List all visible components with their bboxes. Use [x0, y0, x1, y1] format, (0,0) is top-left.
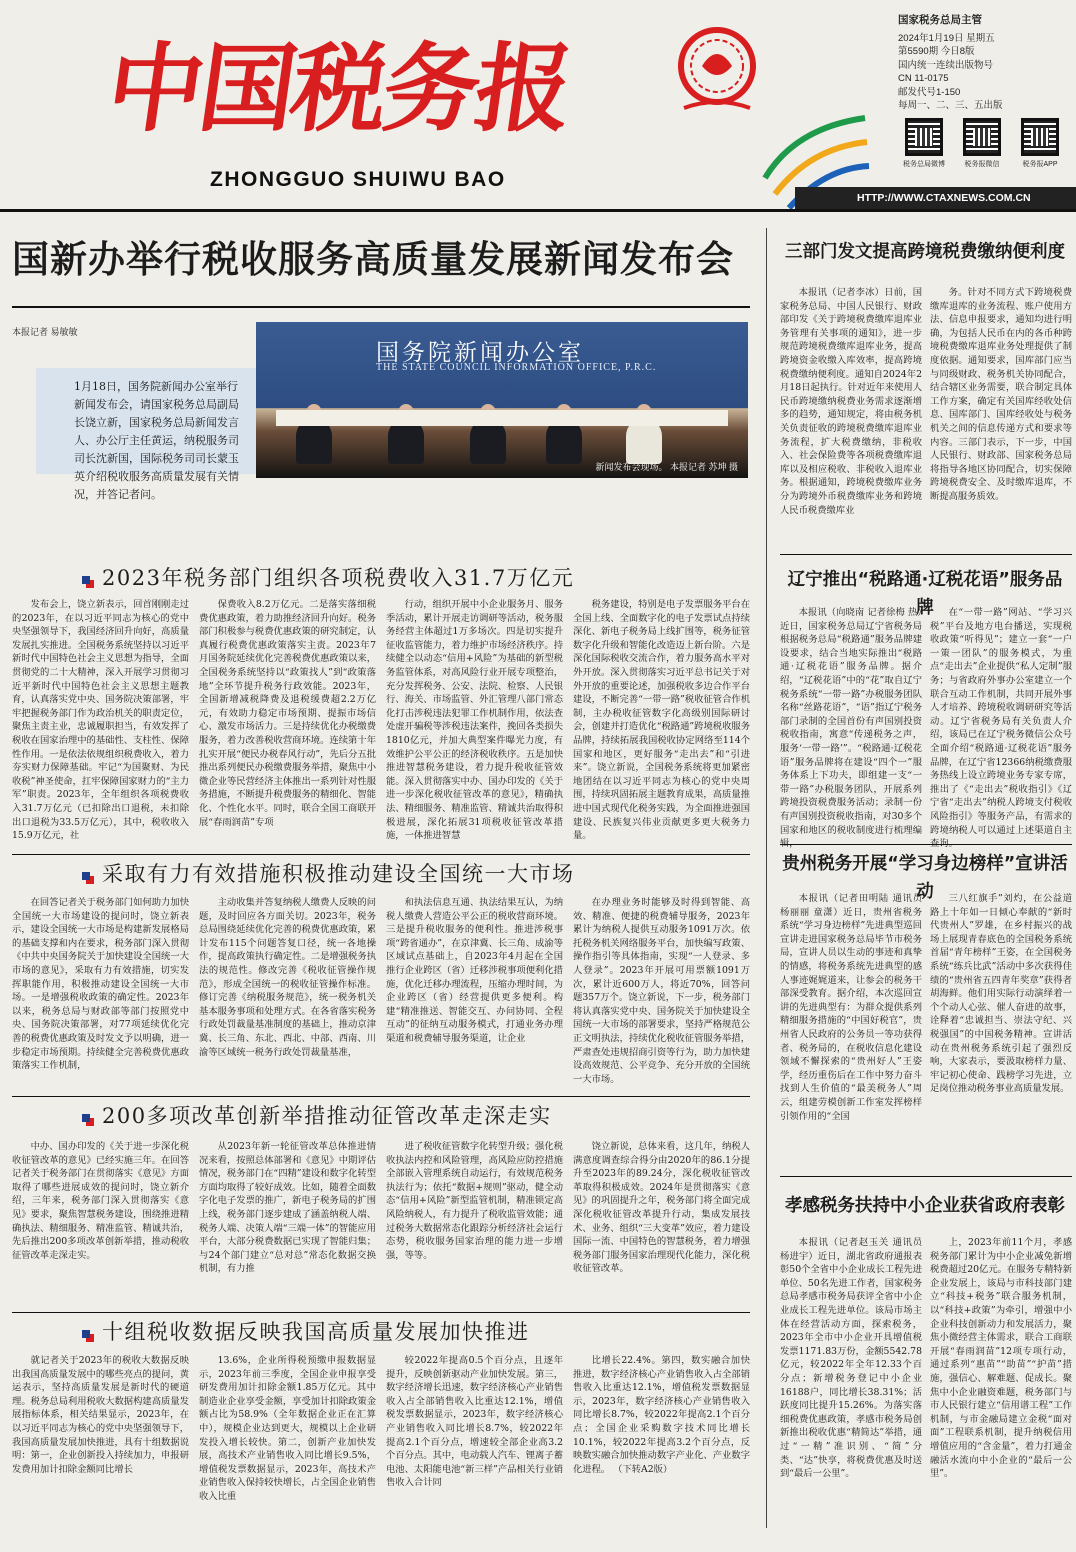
info-line: CN 11-0175 — [898, 73, 949, 84]
section-divider — [12, 1096, 750, 1097]
article-column: 就记者关于2023年的税收大数据反映出我国高质量发展中的哪些亮点的提问，黄运表示，坚持高质量发展是新时代的硬道理。税务总局利用税收大数据构建高质量发展指标体系，相关结果显示，2023年，在以习近平同志为核心的党中央坚强领导下，我国高质量发展加快推进，具有十组数据说明：第一，企业创新投入持续加力，申报研发费用加计扣除金额同比增长 — [12, 1355, 189, 1475]
section-title: 2023年税务部门组织各项税费收入31.7万亿元 — [12, 562, 750, 594]
brief-title: 贵州税务开展“学习身边榜样”宣讲活动 — [782, 854, 1068, 902]
brief-guizhou — [780, 850, 1072, 1170]
brief-cross-border — [780, 238, 1072, 548]
column-divider — [766, 228, 767, 1528]
brief-column: 上，2023年前11个月，孝感税务部门累计为中小企业减免新增税费超过20亿元。在服务专精特新企业发展上，该局与市科技部门建立“科技+税务”联合服务机制，以“科技+政策”为牵引，增强中小企业科技创新动力和发展活力，聚焦小微经营主体需求，联合工商联开展“春雨润苗”12项专项行动，通过系列“惠苗”“助苗”“护苗”措施，强信心、解难题、促成长。聚焦中小企业融资难题，税务部门与市人民银行建立“信用谱工程”工作机制，与市金融局建立金税“面对面”工程联系机制，提升纳税信用增值应用的“含金量”，着力打通金融活水流向中小企业的“最后一公里”。 — [930, 1237, 1072, 1480]
article-column: 13.6%，企业所得税预缴申报数据显示，2023年前三季度，全国企业申报享受研发费用加计扣除金额1.85万亿元。其中制造业企业享受金额，享受加计扣除政策金额占比为58.9%（全年数据企业正在汇算中），规模企业达到更大，规模以上企业研发投入增长较快。第二，创新产业加快发展，高技术产业销售收入同比增长9.5%，增值税发票数据显示，2023年，高技术产业销售收入保持较快增长，占全国企业销售收入比重 — [199, 1355, 376, 1502]
lead-summary: 1月18日，国务院新闻办公室举行新闻发布会，请国家税务总局副局长饶立新，国家税务总局新闻发言人、办公厅主任黄运，纳税服务司司长沈新国，国际税务司司长蒙玉英介绍税收服务高质量发展有关情况，并答记者问。 — [36, 368, 258, 474]
article-column: 饶立新说，总体来看，这几年，纳税人满意度调查综合得分由2020年的86.1分提升至2023年的89.24分，深化税收征管改革取得积极成效。2024年是贯彻落实《意见》的巩固提升之年，税务部门将全面完成深化税收征管改革提升行动，集成发展技术、业务、组织“三大变革”效应，着力建设国际一流、中国特色的智慧税务，着力增强税务部门服务国家治理现代化能力，深化税收征管改革。 — [573, 1141, 750, 1275]
qr-label: 税务报微信 — [964, 161, 1000, 168]
masthead-divider — [0, 209, 1076, 212]
brief-column: 本报讯（记者赵玉关 通讯员杨进宇）近日，湖北省政府通报表彰50个全省中小企业成长工程先进单位、50名先进工作者，国家税务总局孝感市税务局获评全省中小企业成长工程先进单位。该局市场主体在经营活动方面，探索税务，2023年全市中小企业开具增值税发票1171.83万份，金额5542.78亿元，较2022年全年12.33个百分点；新增税务登记中小企业16188户，同比增长38.31%；活跃度同比提升15.26%。为落实落细税费优惠政策，孝感市税务局创新推出税收优惠“精简达”举措，通过“一精”准识别、“简”分类、“达”快享，将税费优惠及时送到“最后一公里”。 — [780, 1237, 922, 1480]
section-reform — [12, 1100, 750, 1310]
brief-column: 本报讯（记者李冰）日前，国家税务总局、中国人民银行、财政部印发《关于跨境税费缴库退库业务管理有关事项的通知》，进一步规范跨境税费缴库退库业务，提高跨境资金收缴入库效率，提高跨境税费缴纳便利度。通知自2024年2月18日起执行。针对近年来使用人民币跨境缴纳税费业务需求逐渐增多的趋势，通知规定，将由税务机关负责征收的跨境税费缴库退库业务流程，扩大税费缴纳，非税收入、社会保险费等各项税费缴库退库以及相应税收、非税收入退库业务。根据通知，跨境税费缴库业务分为跨境外币税费缴库业务和跨境人民币税费缴库业 — [780, 287, 922, 516]
brief-column: 三八红旗手”刘灼，在公益道路上十年如一日倾心奉献的“新时代贵州人”罗雄，在乡村振兴的战场上展现青春底色的全国税务系统首届“青年榜样”王姿，在全国税务系统“练兵比武”活动中多次获得佳绩的“贵州省五四青年奖章”获得者胡海鲜。他们用实际行动演绎着一个个动人心弦、催人奋进的故事，诠释着“忠诚担当、崇法守纪、兴税强国”的中国税务精神。宣讲活动在贵州税务系统引起了强烈反响，大家表示，要汲取榜样力量、牢记初心使命、践榜学习先进，立足岗位推动税务事业高质量发展。 — [930, 893, 1072, 1095]
masthead-title: 中国税务报 — [100, 32, 577, 145]
info-line: 2024年1月19日 星期五 — [898, 32, 995, 44]
qr-code-icon — [905, 118, 943, 156]
section-divider — [12, 854, 750, 855]
brief-xiaogan — [780, 1192, 1072, 1528]
article-column: 较2022年提高0.5个百分点，且逐年提升，反映创新驱动产业加快发展。第三，数字经济增长迅速，数字经济核心产业销售收入占全部销售收入比重达12.1%，增值税发票数据显示，2023年，数字经济核心产业销售收入同比增长8.7%，较2022年提高2.1个百分点，增速较全部企业高3.2个百分点。其中，电动载人汽车、锂离子蓄电池、太阳能电池“新三样”产品相关行业销售收入合计同 — [386, 1355, 563, 1489]
article-column: 和执法信息互通、执法结果互认，为纳税人缴费人营造公平公正的税收营商环境。三是提升税收服务的便利性。推进涉税事项“跨省通办”，在京津冀、长三角、成渝等区域试点基础上，自2023年4月起在全国推行企业跨区（省）迁移涉税事项便利化措施，优化迁移办理流程，压缩办理时间，为企业跨区（省）经营提供更多便利。构建“精准推送、智能交互、办问协同、全程互动”的征纳互动服务模式，打通业务办理渠道和税费辅导服务渠道，让企业 — [386, 897, 563, 1044]
qr-wechat[interactable] — [956, 118, 1008, 174]
brief-divider — [780, 844, 1072, 845]
brief-column: 务。针对不同方式下跨境税费缴库退库的业务流程、账户使用方法、信息申报要求，通知均进行明确，为包括人民币在内的各币种跨境税费缴库退库业务处理提供了制度依据。通知要求，国库部门应当与同级财政、税务机关协同配合，结合辖区业务需要，联合制定具体工作方案，确定有关国库经收处信息、国库部门、国库经收处与税务机关之间的信息传递方式和要求等内容。三部门表示，下一步，中国人民银行、财政部、国家税务总局将指导各地区协同配合，切实保障跨境税费安全、及时缴库退库，不断提高服务质效。 — [930, 287, 1072, 502]
article-column: 在回答记者关于税务部门如何助力加快全国统一大市场建设的提问时，饶立新表示，建设全国统一大市场是构建新发展格局的基础支撑和内在要求，税务部门深入贯彻《中共中央国务院关于加快建设全国统一大市场的意见》，采取有力有效措施，切实发挥职能作用，积极推动建设全国统一大市场。一是增强税收政策的确定性。2023年以来，税务总局与财政部等部门按照党中央、国务院决策部署，对77项延续优化完善的税费优惠政策及时发文予以明确，进一步稳定市场预期。持续健全完善税费优惠政策落实工作机制， — [12, 897, 189, 1072]
section-title: 采取有力有效措施积极推动建设全国统一大市场 — [12, 858, 750, 890]
brief-column: 在“一带一路”网站、“学习兴税”平台及地方电台播送，实现税收政策“听得见”；建立一套“一户一策一团队”的服务模式，为重点“走出去”企业提供“私人定制”服务；与省政府外事办公室建立一个联合互动工作机制，共同开展外事人才培养、跨境税收调研研究等活动。辽宁省税务局有关负责人介绍，该局已在辽宁税务微信公众号全面介绍“税路通·辽税花语”服务品牌，在辽宁省12366纳税缴费服务热线上设立跨境业务专家专席，推出了《“走出去”税收指引》《辽宁省“走出去”纳税人跨境支付税收风险指引》等服务产品，有需求的跨境纳税人可以通过上述渠道自主 — [930, 607, 1072, 836]
brief-divider — [780, 554, 1072, 555]
main-sections — [12, 562, 750, 1522]
article-column: 税务建设，特别是电子发票服务平台在全国上线、全面数字化的电子发票试点持续深化、新电子税务局上线扩围等，税务征管数字化升级和智能化改造迈上新台阶。六是深化国际税收交流合作，着力服务高水平对外开放。深入贯彻落实习近平总书记关于对外开放的重要论述，加强税收多边合作平台建设，不断完善“一带一路”税收征管合作机制，主办税收征管数字化高级别国际研讨会，创建并打造优化“税路通”跨境税收服务品牌，持续拓展我国税收协定网络至114个国家和地区，更好服务“走出去”和“引进来”。饶立新说，全国税务系统将更加紧密地团结在以习近平同志为核心的党中央周围，持续巩固拓展主题教育成果，高质量推进中国式现代化税务实践，为全面推进强国建设、民族复兴伟业贡献更多更大税务力量。 — [573, 599, 750, 842]
qr-code-icon — [963, 118, 1001, 156]
section-title: 200多项改革创新举措推动征管改革走深走实 — [12, 1100, 750, 1132]
article-column: 行动，组织开展中小企业服务月、服务季活动，累计开展走访调研等活动，税务服务经营主体超过1万多场次。四是切实提升征收监管能力，着力维护市场经济秩序。持续健全以动态“信用+风险”为基础的新型税务监管体系，对高风险行业开展专项整治，充分发挥税务、公安、法院、检察、人民银行、海关、市场监管、外汇管理八部门常态化打击涉税违法犯罪工作机制作用，依法查处虚开骗税等涉税违法案件，挽回各类损失1810亿元，并加大典型案件曝光力度，有效维护公平公正的经济税收秩序。五是加快推进智慧税务建设，着力提升税收征管效能。深入贯彻落实中办、国办印发的《关于进一步深化税收征管改革的意见》，精确执法、精细服务、精准监管、精诚共治取得积极进展，深化拓展31项税收征管改革措施，一体推进智慧 — [386, 599, 563, 842]
brief-column: 本报讯（向晓南 记者徐梅 热）近日，国家税务总局辽宁省税务局根据税务总局“税路通”服务品牌建设要求，结合当地实际推出“税路通·辽税花语”服务品牌。据介绍，“辽税花语”中的“花”取自辽宁税务系统“一带一路”办税服务团队名称“丝路花语”，“语”指辽宁税务部门录制的全国首份有声国别投资税收指南，寓意“传递税务之声，服务‘一带一路’”。“税路通·辽税花语”服务品牌将在建设“四个一”服务体系上下功夫，即组建一支“一带一路”办税服务团队，开展系列跨境投资税费服务活动；录制一份有声国别投资税收指南，对30多个国家和地区的税收制度进行梳理编 — [780, 607, 922, 836]
info-line: 邮发代号1-150 — [898, 86, 961, 98]
section-unified-market — [12, 858, 750, 1093]
info-line: 第5590期 今日8版 — [898, 46, 975, 57]
brief-title: 三部门发文提高跨境税费缴纳便利度 — [785, 242, 1065, 262]
publication-info — [898, 14, 1066, 114]
headline-rule — [12, 306, 750, 308]
info-line: 每周一、二、三、五出版 — [898, 100, 1003, 111]
qr-code-icon — [1021, 118, 1059, 156]
article-column: 进了税收征管数字化转型升级；强化税收执法内控和风险管理，高风险应防控措施全部嵌入管理系统自动运行，有效规范税务执法行为；依托“数据+规则”驱动，健全动态“信用+风险”新型监管机制，精准锁定高风险纳税人，有力提升了税收监管效能；通过税务大数据常态化跟踪分析经济社会运行态势，税收服务国家治理的能力进一步增强，等等。 — [386, 1141, 563, 1261]
article-column: 保费收入8.2万亿元。二是落实落细税费优惠政策，着力助推经济回升向好。税务部门积极参与税费优惠政策的研究制定，认真履行税费优惠政策落实主责。2023年7月国务院延续优化完善税费优惠政策以来，全国税务系统坚持以“政策找人”到“政策落地”全环节提升税务行政效能。2023年，全国新增减税降费及退税缓费超2.2万亿元，有效助力稳定市场预期、提振市场信心、激发市场活力。三是持续优化办税缴费服务，着力改善税收营商环境。连续第十年扎实开展“便民办税春风行动”，先后分五批推出系列便民办税缴费服务举措，聚焦中小微企业等民营经济主体推出一系列针对性服务措施，不断提升税费服务的精细化、智能化、个性化水平。同时，联合全国工商联开展“春雨润苗”专项 — [199, 599, 376, 828]
article-column: 主动收集并答复纳税人缴费人反映的问题，及时回应各方面关切。2023年，税务总局围绕延续优化完善的税费优惠政策，累计发布115个问题答复口径，统一各地操作，提高政策执行确定性。二是增强税务执法的规范性。修改完善《税收征管操作规范》，形成全国统一的税收征管操作标准。修订完善《纳税服务规范》，统一税务机关基本服务事项和处理方式。在各省落实税务行政处罚裁量基准制度的基础上，推动京津冀、长三角、东北、西北、中部、西南、川渝等区域统一税务行政处罚裁量基准， — [199, 897, 376, 1058]
section-revenue — [12, 562, 750, 852]
article-column: 发布会上，饶立新表示，回首刚刚走过的2023年，在以习近平同志为核心的党中央坚强领导下，我国经济回升向好，高质量发展扎实推进。全国税务系统坚持以习近平新时代中国特色社会主义思想为指导，全面贯彻党的二十大精神，深入开展学习贯彻习近平新时代中国特色社会主义思想主题教育，认真落实党中央、国务院决策部署，牢牢把握税务部门作为政治机关的职责定位，聚焦主责主业，忠诚履职担当，有效发挥了税收在国家治理中的基础性、支柱性、保障性作用。一是依法依规组织税费收入，着力夯实财力保障基础。牢记“为国聚财、为民收税”神圣使命，扛牢保障国家财力的“主力军”职责。2023年，全年组织各项税费收入31.7万亿元（已扣除出口退税，未扣除出口退税为33.5万亿元），其中，税收收入15.9万亿元，社 — [12, 599, 189, 842]
photo-banner-subtitle: THE STATE COUNCIL INFORMATION OFFICE, P.R.C. — [376, 362, 657, 373]
section-tax-data — [12, 1316, 750, 1522]
qr-code-row — [898, 118, 1066, 174]
masthead-pinyin: ZHONGGUO SHUIWU BAO — [210, 168, 506, 191]
brief-divider — [780, 1176, 1072, 1177]
article-column: 在办理业务时能够及时得到智能、高效、精准、便捷的税费辅导服务，2023年累计为纳税人提供互动服务1091万次。依托税务机关网络服务平台，加快编写政策、操作指引等具体指南，实现“一人登录、多人登录”。2023年开展可用票额1091万次，累计近600万人，将近70%，回答问题357万个。饶立新说，下一步，税务部门将认真落实党中央、国务院关于加快建设全国统一大市场的部署要求，坚持严格规范公正文明执法，持续优化税收征管服务举措，严肃查处违规招商引资等行为，助力加快建设高效规范、公平竞争、充分开放的全国统一大市场。 — [573, 897, 750, 1085]
brief-title: 辽宁推出“税路通·辽税花语”服务品牌 — [787, 570, 1063, 618]
qr-label: 税务总局微博 — [903, 161, 945, 168]
website-url[interactable]: HTTP://WWW.CTAXNEWS.COM.CN — [795, 187, 1076, 209]
brief-title: 孝感税务扶持中小企业获省政府表彰 — [785, 1196, 1065, 1216]
article-column: 比增长22.4%。第四，数实融合加快推进，数字经济核心产业销售收入占全部销售收入比重达12.1%，增值税发票数据显示，2023年，数字经济核心产业销售收入同比增长8.7%，较2022年提高2.1个百分点；全国企业采购数字技术同比增长10.1%，较2022年提高3.2个百分点，反映数实融合加快推动数字产业化、产业数字化进程。 （下转A2版） — [573, 1355, 750, 1475]
lead-byline: 本报记者 易敏敏 — [12, 327, 78, 337]
photo-banner-title: 国务院新闻办公室 — [376, 340, 584, 366]
photo-caption: 新闻发布会现场。 本报记者 苏坤 摄 — [595, 462, 738, 472]
conference-table — [276, 410, 728, 426]
section-title: 十组税收数据反映我国高质量发展加快推进 — [12, 1316, 750, 1348]
qr-app[interactable] — [1014, 118, 1066, 174]
supervisor-label: 国家税务总局主管 — [898, 14, 982, 26]
info-line: 国内统一连续出版物号 — [898, 59, 994, 71]
qr-weibo[interactable] — [898, 118, 950, 174]
right-column — [780, 238, 1072, 1528]
brief-column: 本报讯（记者田明陆 通讯员杨丽丽 童潇）近日，贵州省税务系统“学习身边榜样”先进典型巡回宣讲走进国家税务总局毕节市税务局，宣讲人员以生动的事迹和真挚的情感，将税务系统先进典型的感人事迹娓娓道来，让参会的税务干部深受教育。据介绍，本次巡回宣讲的先进典型有：为群众提供系列精细服务措施的“中国好税官”，贵州省人民政府的公务员一等功获得者、税务局的，在税收信息化建设领域不懈探索的“贵州好人”王姿学，经历重伤后在工作中努力奋斗找到人生价值的“最美税务人”周云，组建劳模创新工作室发挥榜样引领作用的“全国 — [780, 893, 922, 1122]
lead-headline: 国新办举行税收服务高质量发展新闻发布会 — [12, 238, 734, 281]
section-divider — [12, 1312, 750, 1313]
article-column: 从2023年新一轮征管改革总体推进情况来看，按照总体部署和《意见》中期评估情况，税务部门在“四精”建设和数字化转型方面均取得了较好成效。比如，随着全面数字化电子发票的推广，新电子税务局的扩围上线，税务部门逐步建成了涵盖纳税人端、税务人端、决策人端“三端一体”的智能应用平台，大部分税费数据已实现了智能归集；与24个部门建立“总对总”常态化数据交换机制，有力推 — [199, 1141, 376, 1275]
qr-label: 税务报APP — [1022, 161, 1058, 168]
tax-emblem-icon — [672, 22, 762, 118]
brief-liaoning — [780, 566, 1072, 838]
article-column: 中办、国办印发的《关于进一步深化税收征管改革的意见》已经实施三年。在回答记者关于税务部门在贯彻落实《意见》方面取得了哪些进展成效的提问时，饶立新介绍，三年来，税务部门深入贯彻落实《意见》要求，聚焦智慧税务建设，围绕推进精确执法、精细服务、精准监管、精诚共治，先后推出200多项改革创新举措，推动税收征管改革走深走实。 — [12, 1141, 189, 1261]
press-conference-photo — [256, 322, 748, 478]
